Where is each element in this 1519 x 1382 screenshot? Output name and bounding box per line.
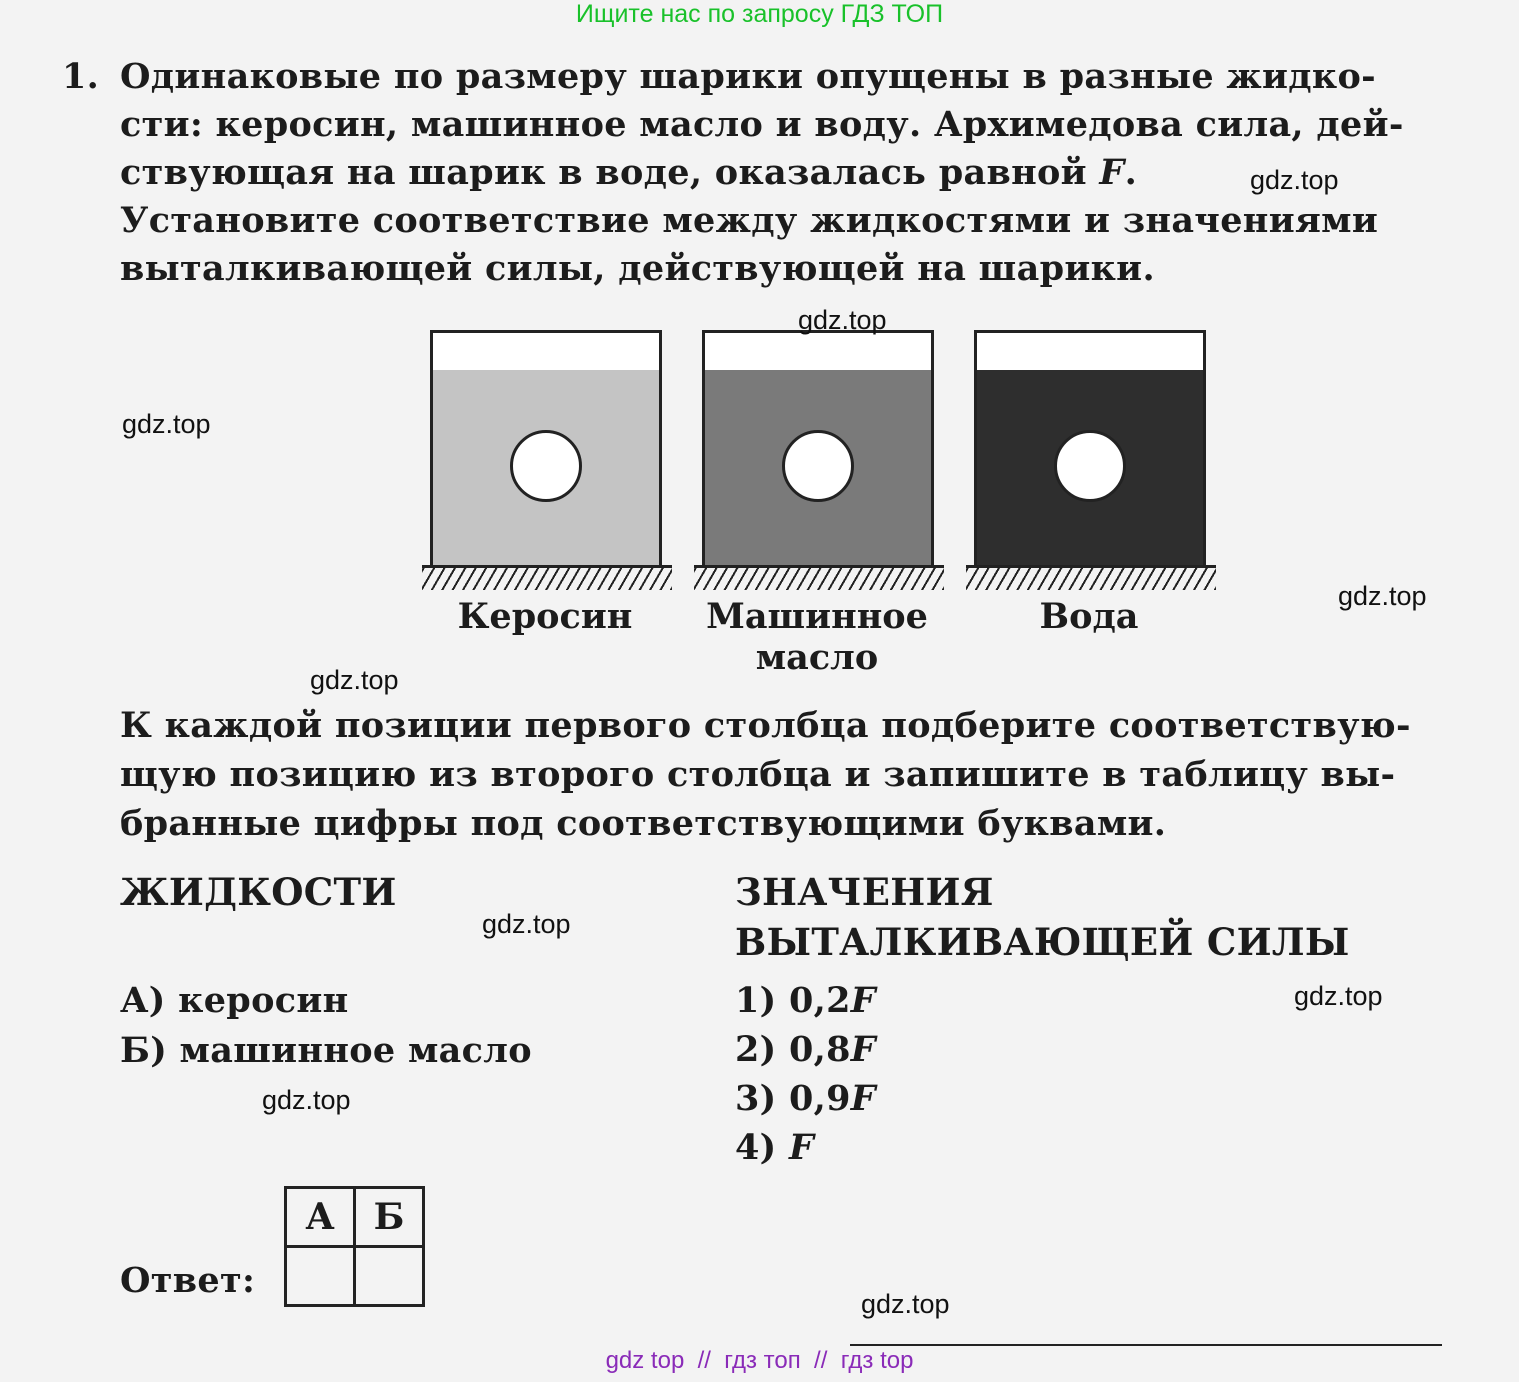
oil-label: масло [755, 637, 879, 678]
col1-header: ЖИДКОСТИ [120, 870, 397, 914]
force-option-2 [735, 1029, 876, 1070]
watermark: gdz.top [1338, 581, 1427, 611]
force-symbol: F [850, 1029, 876, 1070]
ball [1054, 430, 1126, 502]
watermark: gdz.top [798, 305, 887, 335]
liquid-option-b: Б) машинное масло [120, 1030, 532, 1071]
col2-header: ЗНАЧЕНИЯ [735, 870, 994, 914]
force-symbol: F [789, 1127, 815, 1168]
watermark: gdz.top [310, 665, 399, 695]
force-value: 1) 0,2 [735, 980, 851, 1021]
statement-line: Установите соответствие между жидкостями и значениями [120, 200, 1379, 241]
task-number: 1. [62, 56, 100, 97]
answer-cell-a[interactable] [286, 1247, 355, 1306]
vessel [702, 330, 934, 568]
force-symbol: F [1099, 152, 1125, 193]
answer-table [284, 1186, 425, 1307]
statement-line: ствующая на шарик в воде, оказалась равной F. [120, 152, 1138, 193]
vessel [974, 330, 1206, 568]
force-symbol: F [850, 980, 876, 1021]
footer-links: gdz top // гдз топ // гдз top [605, 1347, 914, 1374]
liquid-option-a: А) керосин [120, 980, 349, 1021]
statement-line: сти: керосин, машинное масло и воду. Архимедова сила, дей- [120, 104, 1404, 145]
answer-label: Ответ: [120, 1260, 256, 1301]
oil-label: Машинное [706, 596, 928, 637]
watermark: gdz.top [122, 409, 211, 439]
col2-header: ВЫТАЛКИВАЮЩЕЙ СИЛЫ [735, 920, 1350, 964]
force-value: 4) [735, 1127, 789, 1168]
water-label: Вода [1039, 596, 1139, 637]
kerosene-label: Керосин [457, 596, 633, 637]
watermark: gdz.top [262, 1085, 351, 1115]
force-symbol: F [850, 1078, 876, 1119]
instruction-line: щую позицию из второго столбца и запишите в таблицу вы- [120, 754, 1396, 795]
force-option-1 [735, 980, 876, 1021]
watermark: gdz.top [482, 909, 571, 939]
statement-line: Одинаковые по размеру шарики опущены в разные жидко- [120, 56, 1376, 97]
statement-text: ствующая на шарик в воде, оказалась равной [120, 152, 1100, 193]
watermark: gdz.top [861, 1289, 950, 1319]
instruction-line: бранные цифры под соответствующими буквами. [120, 803, 1167, 844]
watermark: gdz.top [1250, 165, 1339, 195]
ground-hatch [422, 565, 672, 590]
answer-header-b: Б [355, 1188, 424, 1247]
force-option-4 [735, 1127, 814, 1168]
watermark: gdz.top [1294, 981, 1383, 1011]
answer-cell-b[interactable] [355, 1247, 424, 1306]
ball [510, 430, 582, 502]
vessel [430, 330, 662, 568]
statement-line: выталкивающей силы, действующей на шарики. [120, 248, 1155, 289]
force-value: 3) 0,9 [735, 1078, 851, 1119]
divider-line [850, 1344, 1442, 1346]
force-option-3 [735, 1078, 876, 1119]
ground-hatch [694, 565, 944, 590]
ground-hatch [966, 565, 1216, 590]
answer-header-a: А [286, 1188, 355, 1247]
ball [782, 430, 854, 502]
instruction-line: К каждой позиции первого столбца подберите соответствую- [120, 705, 1411, 746]
search-banner: Ищите нас по запросу ГДЗ ТОП [575, 0, 944, 28]
force-value: 2) 0,8 [735, 1029, 851, 1070]
